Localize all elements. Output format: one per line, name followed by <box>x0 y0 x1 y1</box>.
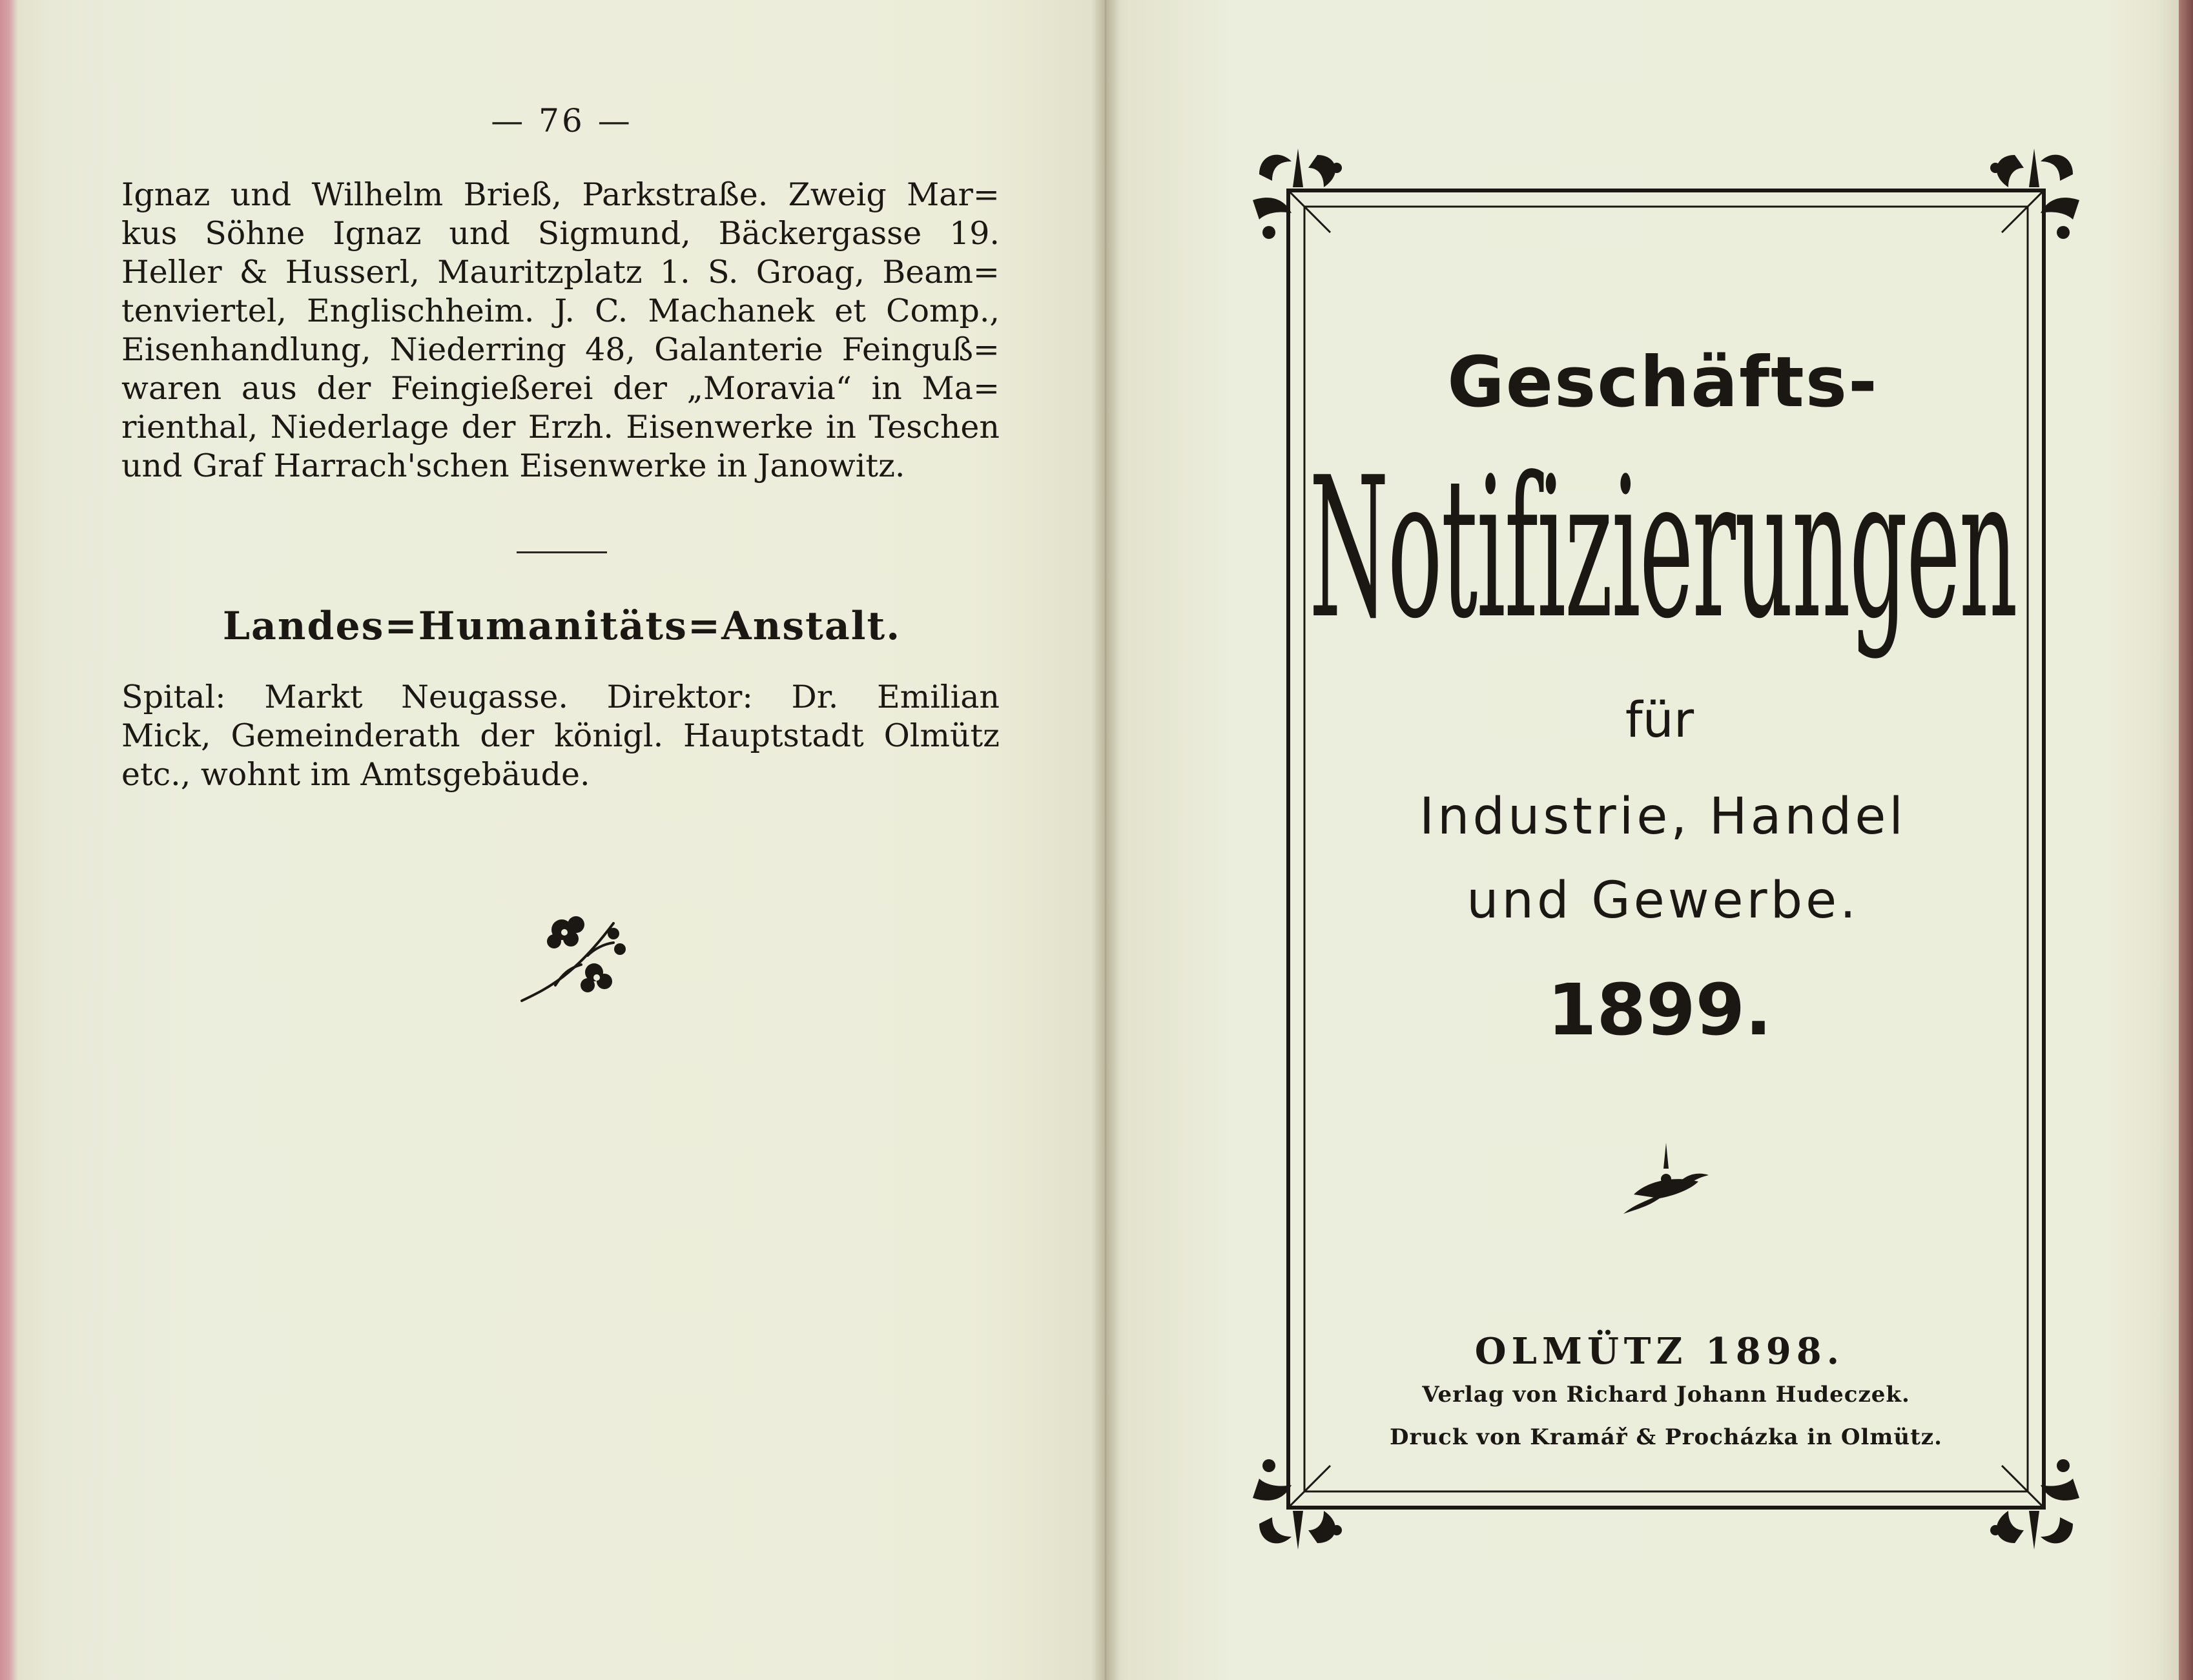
page-number: — 76 — <box>491 102 633 139</box>
paragraph-line: rienthal, Niederlage der Erzh. Eisenwerke in Teschen <box>121 409 1000 446</box>
publisher-line: Verlag von Richard Johann Hudeczek. <box>1422 1382 1910 1408</box>
book-gutter <box>1091 0 1120 1680</box>
place-date: OLMÜTZ 1898. <box>1474 1330 1845 1373</box>
paragraph-line: Heller & Husserl, Mauritzplatz 1. S. Groag, Beam= <box>121 254 1000 291</box>
paragraph-line: tenviertel, Englischheim. J. C. Machanek et Comp., <box>121 292 1000 329</box>
subtitle-line: Industrie, Handel <box>1419 788 1906 846</box>
title-preposition: für <box>1625 691 1694 748</box>
subtitle-line: und Gewerbe. <box>1467 872 1859 930</box>
hospital-paragraph <box>121 678 1000 794</box>
paragraph-line: Mick, Gemeinderath der königl. Hauptstadt Olmütz <box>121 717 1000 754</box>
title-top: Geschäfts- <box>1447 342 1879 423</box>
paragraph-line: Spital: Markt Neugasse. Direktor: Dr. Emilian <box>121 679 1000 715</box>
title-main: Notifizierungen <box>1309 436 2017 661</box>
paragraph-line: Eisenhandlung, Niederring 48, Galanterie Feinguß= <box>121 331 1000 368</box>
flower-ornament-icon <box>517 910 633 1007</box>
section-divider <box>517 551 607 553</box>
business-listing-paragraph <box>121 176 1000 486</box>
title-main-wrapper <box>1259 436 2066 665</box>
subtitle <box>1298 775 2028 943</box>
paragraph-line: etc., wohnt im Amtsgebäude. <box>121 756 590 793</box>
paragraph-line: Ignaz und Wilhelm Brieß, Parkstraße. Zweig Mar= <box>121 176 1000 213</box>
paragraph-line: waren aus der Feingießerei der „Moravia“ in Ma= <box>121 370 1000 407</box>
bird-ornament-icon <box>1621 1143 1711 1220</box>
paragraph-line: kus Söhne Ignaz und Sigmund, Bäckergasse 19. <box>121 215 1000 252</box>
publication-year: 1899. <box>1547 968 1772 1051</box>
book-cover-edge <box>2179 0 2193 1680</box>
paragraph-line: und Graf Harrach'schen Eisenwerke in Janowitz. <box>121 447 905 484</box>
section-heading: Landes=Humanitäts=Anstalt. <box>222 604 901 649</box>
printer-line: Druck von Kramář & Procházka in Olmütz. <box>1390 1424 1942 1450</box>
